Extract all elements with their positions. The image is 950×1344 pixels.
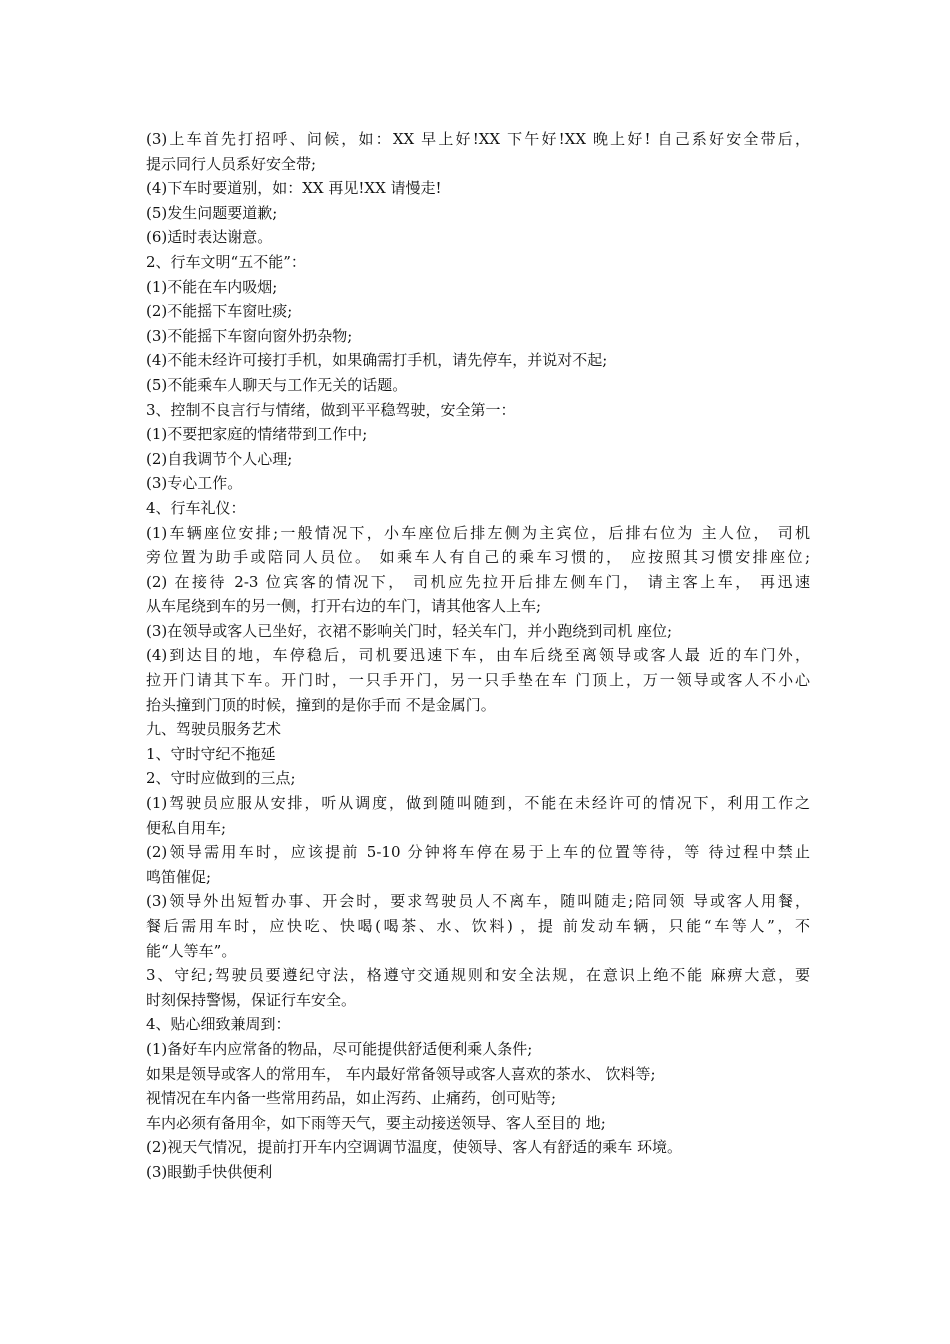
text-line: 2、行车文明“五不能”： bbox=[146, 252, 306, 271]
text-line: 3、守纪;驾驶员要遵纪守法，格遵守交通规则和安全法规，在意识上绝不能 麻痹大意，要 bbox=[146, 966, 810, 985]
text-line: (1)备好车内应常备的物品，尽可能提供舒适便利乘人条件; bbox=[146, 1039, 533, 1058]
text-line: (3)不能摇下车窗向窗外扔杂物; bbox=[146, 326, 353, 345]
text-line: (1)不能在车内吸烟; bbox=[146, 277, 278, 296]
text-line: 如果是领导或客人的常用车， 车内最好常备领导或客人喜欢的茶水、 饮料等; bbox=[146, 1064, 656, 1083]
text-line: 从车尾绕到车的另一侧，打开右边的车门，请其他客人上车; bbox=[146, 597, 542, 616]
text-line: (5)发生问题要道歉; bbox=[146, 203, 278, 222]
text-line: (5)不能乘车人聊天与工作无关的话题。 bbox=[146, 375, 408, 394]
text-line: (2)领导需用车时，应该提前 5-10 分钟将车停在易于上车的位置等待，等 待过程中禁止 bbox=[146, 843, 810, 862]
text-line: (3)在领导或客人已坐好，衣裙不影响关门时，轻关车门，并小跑绕到司机 座位; bbox=[146, 621, 673, 640]
text-line: 4、贴心细致兼周到： bbox=[146, 1015, 291, 1034]
text-line: (6)适时表达谢意。 bbox=[146, 228, 273, 247]
text-line: 视情况在车内备一些常用药品，如止泻药、止痛药，创可贴等; bbox=[146, 1089, 557, 1108]
text-line: (2)不能摇下车窗吐痰; bbox=[146, 302, 293, 321]
text-line: 时刻保持警惕，保证行车安全。 bbox=[146, 990, 357, 1009]
text-line: (1)车辆座位安排;一般情况下，小车座位后排左侧为主宾位，后排右位为 主人位， 司机 bbox=[146, 523, 810, 542]
text-line: 九、驾驶员服务艺术 bbox=[146, 720, 282, 739]
text-line: (3)眼勤手快供便利 bbox=[146, 1162, 273, 1181]
text-line: (3)领导外出短暂办事、开会时，要求驾驶员人不离车，随叫随走;陪同领 导或客人用餐， bbox=[146, 892, 810, 911]
text-line: 鸣笛催促; bbox=[146, 867, 212, 886]
text-line: 旁位置为助手或陪同人员位。 如乘车人有自己的乘车习惯的， 应按照其习惯安排座位; bbox=[146, 548, 810, 567]
text-line: 3、控制不良言行与情绪，做到平平稳驾驶，安全第一： bbox=[146, 400, 516, 419]
text-line: 提示同行人员系好安全带; bbox=[146, 154, 317, 173]
text-line: 拉开门请其下车。开门时，一只手开门，另一只手垫在车 门顶上，万一领导或客人不小心 bbox=[146, 671, 810, 690]
text-line: 车内必须有备用伞，如下雨等天气，要主动接送领导、客人至目的 地; bbox=[146, 1113, 606, 1132]
text-line: (2)自我调节个人心理; bbox=[146, 449, 293, 468]
text-line: (3)上车首先打招呼、问候，如：XX 早上好!XX 下午好!XX 晚上好! 自己系好安全带后， bbox=[146, 130, 810, 148]
text-line: (3)专心工作。 bbox=[146, 474, 243, 493]
text-line: (2)视天气情况，提前打开车内空调调节温度，使领导、客人有舒适的乘车 环境。 bbox=[146, 1138, 683, 1157]
text-line: (4)下车时要道别，如：XX 再见!XX 请慢走! bbox=[146, 179, 442, 198]
text-line: (2) 在接待 2-3 位宾客的情况下， 司机应先拉开后排左侧车门， 请主客上车， 再迅速 bbox=[146, 572, 810, 591]
text-line: (1)驾驶员应服从安排，听从调度，做到随叫随到，不能在未经许可的情况下，利用工作之 bbox=[146, 794, 810, 813]
text-line: (4)到达目的地，车停稳后，司机要迅速下车，由车后绕至离领导或客人最 近的车门外， bbox=[146, 646, 810, 665]
text-line: 便私自用车; bbox=[146, 818, 227, 837]
text-line: 4、行车礼仪： bbox=[146, 498, 246, 517]
text-line: (4)不能未经许可接打手机，如果确需打手机，请先停车，并说对不起; bbox=[146, 351, 608, 370]
text-line: 1、守时守纪不拖延 bbox=[146, 744, 276, 763]
text-line: 抬头撞到门顶的时候，撞到的是你手而 不是金属门。 bbox=[146, 695, 496, 714]
text-line: 餐后需用车时，应快吃、快喝(喝茶、水、饮料) ，提 前发动车辆，只能“车等人”，不 bbox=[146, 917, 810, 935]
document-body bbox=[146, 127, 810, 1185]
text-line: (1)不要把家庭的情绪带到工作中; bbox=[146, 425, 368, 444]
text-line: 能“人等车”。 bbox=[146, 941, 237, 960]
text-line: 2、守时应做到的三点; bbox=[146, 769, 296, 788]
